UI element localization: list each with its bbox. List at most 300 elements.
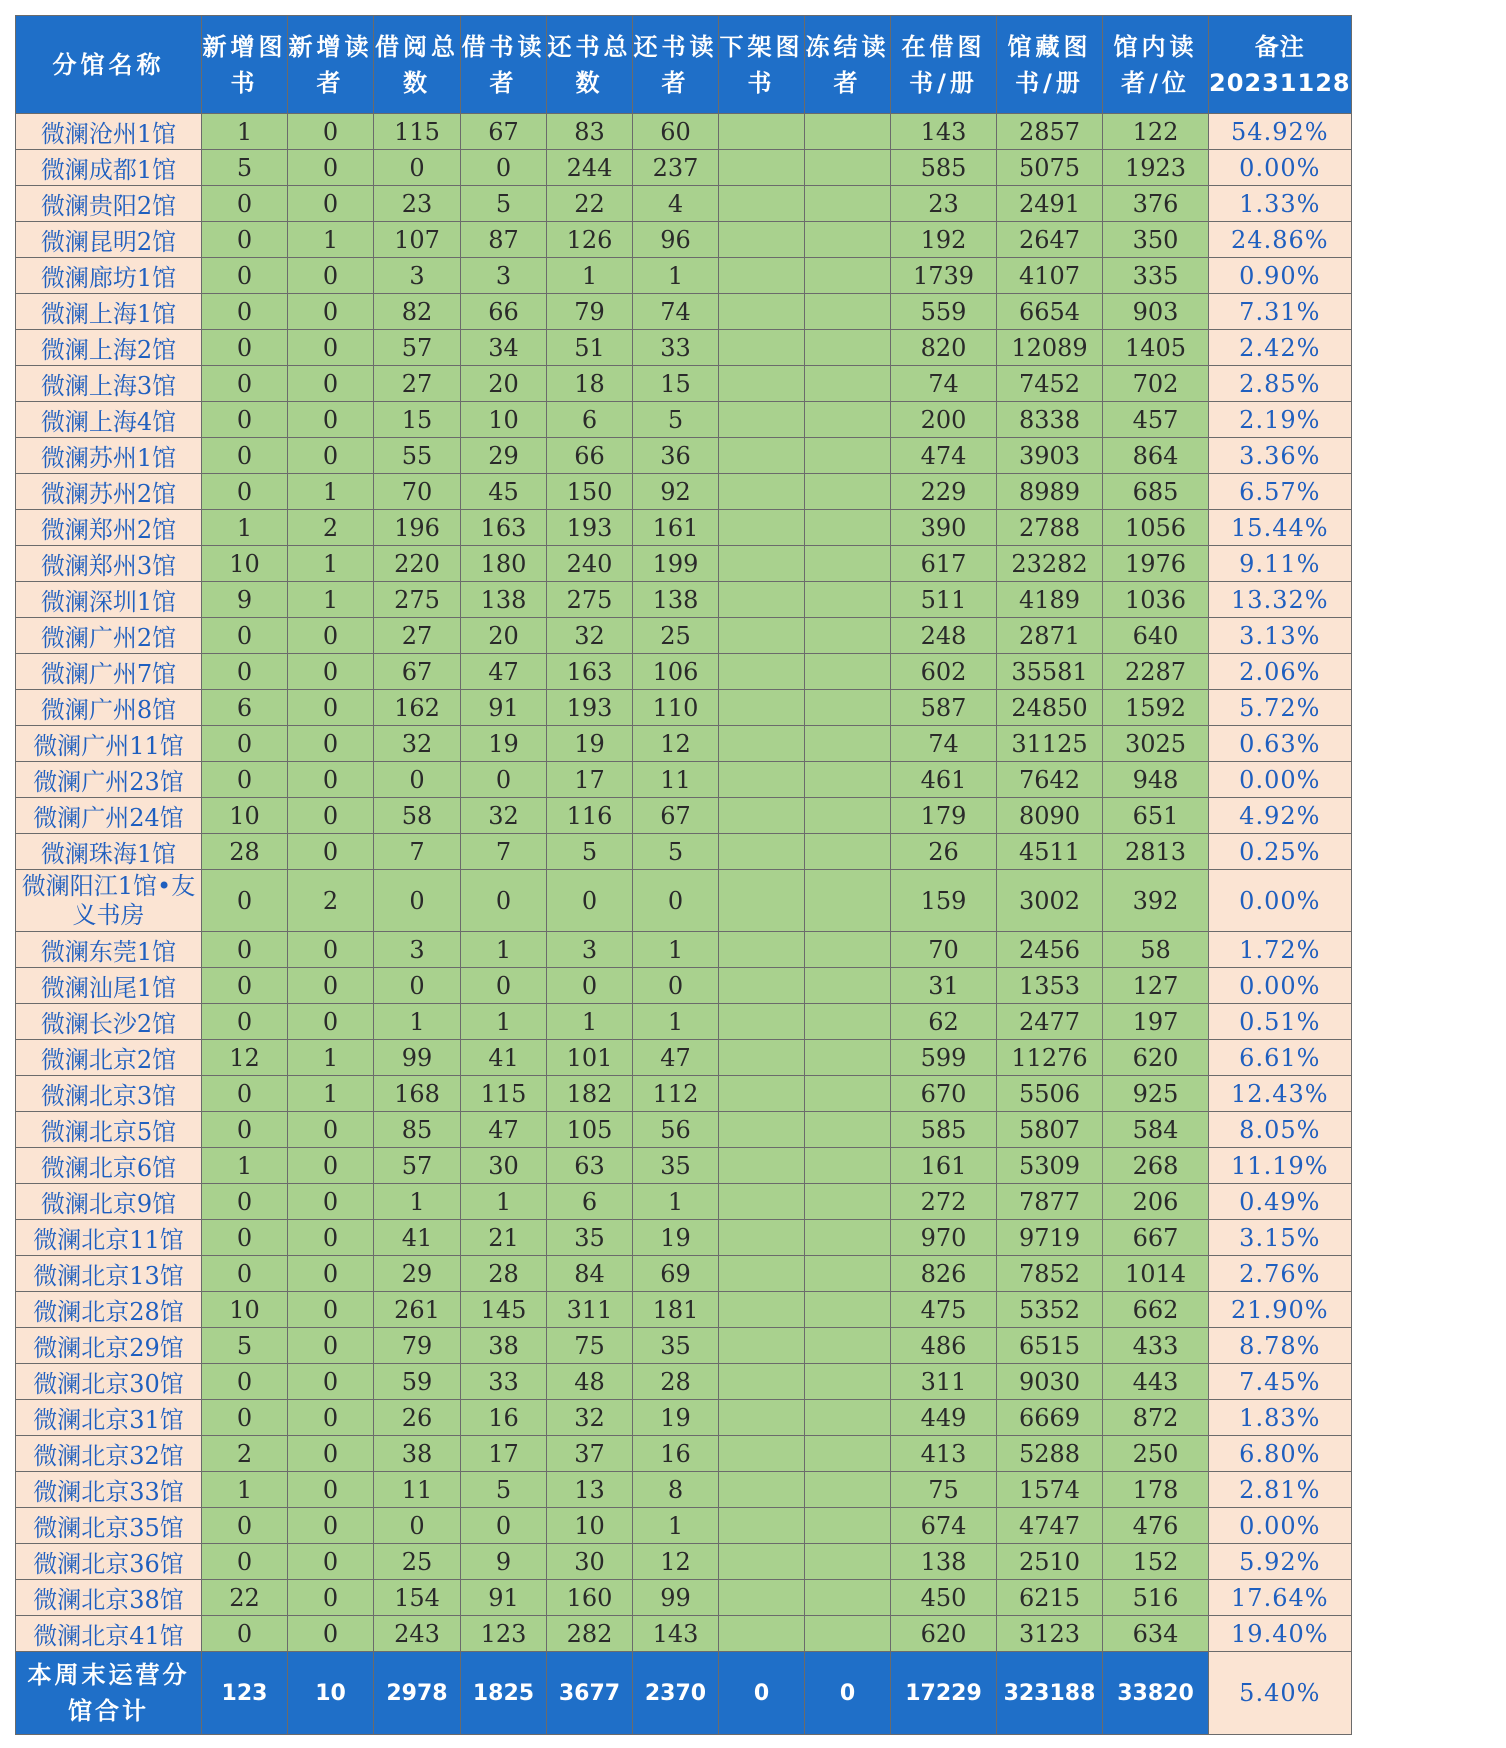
cell-frozen-readers: [805, 1076, 891, 1112]
cell-frozen-readers: [805, 654, 891, 690]
cell-removed-books: [719, 1400, 805, 1436]
cell-books-on-loan: 602: [891, 654, 997, 690]
cell-new-books: 10: [202, 546, 288, 582]
cell-remark: 6.80%: [1209, 1436, 1352, 1472]
cell-total-returns: 3: [547, 932, 633, 968]
cell-books-on-loan: 461: [891, 762, 997, 798]
cell-in-library-readers: 250: [1103, 1436, 1209, 1472]
cell-remark: 0.63%: [1209, 726, 1352, 762]
cell-returning-readers: 47: [633, 1040, 719, 1076]
cell-removed-books: [719, 1184, 805, 1220]
total-new-books: 123: [202, 1652, 288, 1735]
cell-in-library-readers: 872: [1103, 1400, 1209, 1436]
cell-books-on-loan: 62: [891, 1004, 997, 1040]
cell-total-borrows: 243: [374, 1616, 461, 1652]
cell-collection-size: 1574: [997, 1472, 1103, 1508]
table-row: [16, 1364, 1352, 1400]
cell-branch-name: 微澜广州7馆: [16, 654, 202, 690]
cell-returning-readers: 35: [633, 1328, 719, 1364]
cell-in-library-readers: 640: [1103, 618, 1209, 654]
cell-borrowing-readers: 30: [461, 1148, 547, 1184]
cell-in-library-readers: 350: [1103, 222, 1209, 258]
cell-books-on-loan: 23: [891, 186, 997, 222]
header-new-readers: 新增读者: [288, 16, 374, 114]
cell-removed-books: [719, 1040, 805, 1076]
cell-remark: 24.86%: [1209, 222, 1352, 258]
cell-new-readers: 1: [288, 474, 374, 510]
cell-total-borrows: 59: [374, 1364, 461, 1400]
table-row: [16, 402, 1352, 438]
cell-returning-readers: 11: [633, 762, 719, 798]
cell-new-readers: 0: [288, 1400, 374, 1436]
cell-frozen-readers: [805, 1472, 891, 1508]
cell-remark: 0.25%: [1209, 834, 1352, 870]
cell-new-readers: 0: [288, 1184, 374, 1220]
cell-collection-size: 8338: [997, 402, 1103, 438]
cell-frozen-readers: [805, 1004, 891, 1040]
cell-returning-readers: 110: [633, 690, 719, 726]
cell-total-returns: 84: [547, 1256, 633, 1292]
cell-frozen-readers: [805, 1508, 891, 1544]
cell-removed-books: [719, 114, 805, 150]
table-row: [16, 474, 1352, 510]
cell-frozen-readers: [805, 438, 891, 474]
cell-branch-name: 微澜沧州1馆: [16, 114, 202, 150]
cell-branch-name: 微澜广州24馆: [16, 798, 202, 834]
total-row: [16, 1652, 1352, 1735]
cell-new-books: 0: [202, 1544, 288, 1580]
cell-collection-size: 1353: [997, 968, 1103, 1004]
cell-branch-name: 微澜东莞1馆: [16, 932, 202, 968]
cell-total-borrows: 107: [374, 222, 461, 258]
cell-total-returns: 35: [547, 1220, 633, 1256]
cell-new-books: 0: [202, 654, 288, 690]
cell-removed-books: [719, 1328, 805, 1364]
cell-borrowing-readers: 17: [461, 1436, 547, 1472]
cell-borrowing-readers: 0: [461, 1508, 547, 1544]
header-branch-name: 分馆名称: [16, 16, 202, 114]
cell-removed-books: [719, 1004, 805, 1040]
cell-branch-name: 微澜苏州1馆: [16, 438, 202, 474]
cell-new-books: 0: [202, 222, 288, 258]
cell-borrowing-readers: 9: [461, 1544, 547, 1580]
cell-collection-size: 6654: [997, 294, 1103, 330]
cell-total-borrows: 23: [374, 186, 461, 222]
cell-books-on-loan: 449: [891, 1400, 997, 1436]
cell-new-readers: 0: [288, 762, 374, 798]
cell-new-readers: 0: [288, 1544, 374, 1580]
cell-borrowing-readers: 34: [461, 330, 547, 366]
cell-new-books: 0: [202, 870, 288, 932]
cell-total-returns: 0: [547, 870, 633, 932]
cell-total-borrows: 99: [374, 1040, 461, 1076]
cell-total-returns: 311: [547, 1292, 633, 1328]
cell-frozen-readers: [805, 546, 891, 582]
cell-removed-books: [719, 834, 805, 870]
cell-collection-size: 7452: [997, 366, 1103, 402]
cell-collection-size: 5075: [997, 150, 1103, 186]
header-total-returns: 还书总数: [547, 16, 633, 114]
cell-remark: 54.92%: [1209, 114, 1352, 150]
table-row: [16, 1508, 1352, 1544]
cell-new-readers: 1: [288, 222, 374, 258]
cell-frozen-readers: [805, 330, 891, 366]
cell-removed-books: [719, 330, 805, 366]
cell-frozen-readers: [805, 1580, 891, 1616]
cell-new-readers: 0: [288, 932, 374, 968]
cell-borrowing-readers: 91: [461, 1580, 547, 1616]
cell-frozen-readers: [805, 726, 891, 762]
cell-collection-size: 4107: [997, 258, 1103, 294]
cell-total-borrows: 220: [374, 546, 461, 582]
cell-borrowing-readers: 19: [461, 726, 547, 762]
cell-removed-books: [719, 1112, 805, 1148]
header-frozen-readers: 冻结读者: [805, 16, 891, 114]
cell-branch-name: 微澜广州23馆: [16, 762, 202, 798]
cell-returning-readers: 161: [633, 510, 719, 546]
cell-new-books: 2: [202, 1436, 288, 1472]
cell-frozen-readers: [805, 618, 891, 654]
cell-new-readers: 0: [288, 258, 374, 294]
cell-new-readers: 2: [288, 510, 374, 546]
cell-total-borrows: 25: [374, 1544, 461, 1580]
cell-in-library-readers: 620: [1103, 1040, 1209, 1076]
cell-borrowing-readers: 20: [461, 366, 547, 402]
cell-total-borrows: 1: [374, 1184, 461, 1220]
cell-remark: 6.61%: [1209, 1040, 1352, 1076]
cell-frozen-readers: [805, 932, 891, 968]
cell-removed-books: [719, 402, 805, 438]
cell-total-borrows: 41: [374, 1220, 461, 1256]
cell-in-library-readers: 376: [1103, 186, 1209, 222]
table-row: [16, 618, 1352, 654]
cell-borrowing-readers: 20: [461, 618, 547, 654]
cell-new-books: 9: [202, 582, 288, 618]
cell-branch-name: 微澜广州8馆: [16, 690, 202, 726]
cell-removed-books: [719, 932, 805, 968]
cell-returning-readers: 1: [633, 1508, 719, 1544]
cell-returning-readers: 199: [633, 546, 719, 582]
cell-remark: 0.51%: [1209, 1004, 1352, 1040]
cell-removed-books: [719, 186, 805, 222]
cell-borrowing-readers: 87: [461, 222, 547, 258]
cell-total-returns: 83: [547, 114, 633, 150]
table-row: [16, 546, 1352, 582]
cell-branch-name: 微澜北京13馆: [16, 1256, 202, 1292]
cell-returning-readers: 181: [633, 1292, 719, 1328]
table-row: [16, 1220, 1352, 1256]
cell-new-books: 0: [202, 1256, 288, 1292]
cell-new-readers: 1: [288, 582, 374, 618]
cell-branch-name: 微澜深圳1馆: [16, 582, 202, 618]
cell-collection-size: 2788: [997, 510, 1103, 546]
cell-remark: 8.78%: [1209, 1328, 1352, 1364]
cell-in-library-readers: 206: [1103, 1184, 1209, 1220]
cell-collection-size: 5506: [997, 1076, 1103, 1112]
cell-collection-size: 11276: [997, 1040, 1103, 1076]
cell-returning-readers: 237: [633, 150, 719, 186]
cell-books-on-loan: 143: [891, 114, 997, 150]
cell-total-borrows: 57: [374, 330, 461, 366]
cell-total-returns: 150: [547, 474, 633, 510]
cell-branch-name: 微澜成都1馆: [16, 150, 202, 186]
cell-borrowing-readers: 45: [461, 474, 547, 510]
cell-books-on-loan: 1739: [891, 258, 997, 294]
cell-collection-size: 2857: [997, 114, 1103, 150]
cell-new-readers: 0: [288, 330, 374, 366]
cell-remark: 2.81%: [1209, 1472, 1352, 1508]
cell-in-library-readers: 152: [1103, 1544, 1209, 1580]
cell-in-library-readers: 268: [1103, 1148, 1209, 1184]
cell-new-books: 5: [202, 1328, 288, 1364]
cell-new-readers: 0: [288, 402, 374, 438]
cell-borrowing-readers: 123: [461, 1616, 547, 1652]
cell-books-on-loan: 229: [891, 474, 997, 510]
table-row: [16, 834, 1352, 870]
cell-total-borrows: 115: [374, 114, 461, 150]
cell-new-readers: 0: [288, 1580, 374, 1616]
cell-new-readers: 0: [288, 1328, 374, 1364]
cell-collection-size: 6215: [997, 1580, 1103, 1616]
cell-total-returns: 116: [547, 798, 633, 834]
cell-collection-size: 12089: [997, 330, 1103, 366]
cell-total-borrows: 11: [374, 1472, 461, 1508]
cell-borrowing-readers: 33: [461, 1364, 547, 1400]
table-row: [16, 1184, 1352, 1220]
cell-removed-books: [719, 1436, 805, 1472]
cell-removed-books: [719, 1616, 805, 1652]
cell-in-library-readers: 58: [1103, 932, 1209, 968]
cell-returning-readers: 12: [633, 1544, 719, 1580]
cell-new-books: 0: [202, 762, 288, 798]
cell-new-readers: 0: [288, 1292, 374, 1328]
cell-total-returns: 160: [547, 1580, 633, 1616]
cell-in-library-readers: 1976: [1103, 546, 1209, 582]
cell-total-returns: 275: [547, 582, 633, 618]
cell-in-library-readers: 925: [1103, 1076, 1209, 1112]
cell-in-library-readers: 443: [1103, 1364, 1209, 1400]
cell-remark: 3.13%: [1209, 618, 1352, 654]
cell-frozen-readers: [805, 474, 891, 510]
cell-books-on-loan: 486: [891, 1328, 997, 1364]
cell-new-books: 0: [202, 1364, 288, 1400]
cell-branch-name: 微澜汕尾1馆: [16, 968, 202, 1004]
cell-total-borrows: 0: [374, 150, 461, 186]
cell-new-books: 10: [202, 798, 288, 834]
cell-total-returns: 10: [547, 1508, 633, 1544]
cell-remark: 13.32%: [1209, 582, 1352, 618]
cell-in-library-readers: 1405: [1103, 330, 1209, 366]
cell-borrowing-readers: 16: [461, 1400, 547, 1436]
table-row: [16, 330, 1352, 366]
cell-books-on-loan: 311: [891, 1364, 997, 1400]
cell-removed-books: [719, 1292, 805, 1328]
cell-new-books: 1: [202, 510, 288, 546]
cell-branch-name: 微澜北京35馆: [16, 1508, 202, 1544]
cell-collection-size: 8090: [997, 798, 1103, 834]
table-row: [16, 366, 1352, 402]
cell-new-readers: 0: [288, 114, 374, 150]
cell-remark: 0.49%: [1209, 1184, 1352, 1220]
cell-frozen-readers: [805, 114, 891, 150]
cell-in-library-readers: 864: [1103, 438, 1209, 474]
cell-total-returns: 19: [547, 726, 633, 762]
cell-branch-name: 微澜广州11馆: [16, 726, 202, 762]
cell-removed-books: [719, 1148, 805, 1184]
cell-in-library-readers: 197: [1103, 1004, 1209, 1040]
cell-total-returns: 17: [547, 762, 633, 798]
cell-new-books: 0: [202, 618, 288, 654]
cell-borrowing-readers: 3: [461, 258, 547, 294]
cell-books-on-loan: 159: [891, 870, 997, 932]
cell-removed-books: [719, 366, 805, 402]
cell-total-borrows: 261: [374, 1292, 461, 1328]
cell-returning-readers: 5: [633, 834, 719, 870]
header-in-library-readers: 馆内读者/位: [1103, 16, 1209, 114]
cell-frozen-readers: [805, 402, 891, 438]
cell-frozen-readers: [805, 690, 891, 726]
cell-total-borrows: 275: [374, 582, 461, 618]
cell-branch-name: 微澜北京31馆: [16, 1400, 202, 1436]
cell-branch-name: 微澜北京33馆: [16, 1472, 202, 1508]
cell-collection-size: 2477: [997, 1004, 1103, 1040]
cell-removed-books: [719, 150, 805, 186]
cell-removed-books: [719, 1580, 805, 1616]
cell-books-on-loan: 138: [891, 1544, 997, 1580]
cell-total-returns: 1: [547, 258, 633, 294]
cell-frozen-readers: [805, 1148, 891, 1184]
total-returning-readers: 2370: [633, 1652, 719, 1735]
cell-total-borrows: 0: [374, 968, 461, 1004]
cell-in-library-readers: 651: [1103, 798, 1209, 834]
cell-branch-name: 微澜北京9馆: [16, 1184, 202, 1220]
cell-returning-readers: 19: [633, 1400, 719, 1436]
cell-total-borrows: 79: [374, 1328, 461, 1364]
cell-books-on-loan: 179: [891, 798, 997, 834]
cell-books-on-loan: 474: [891, 438, 997, 474]
cell-new-readers: 0: [288, 186, 374, 222]
cell-removed-books: [719, 1472, 805, 1508]
header-borrowing-readers: 借书读者: [461, 16, 547, 114]
cell-new-readers: 0: [288, 690, 374, 726]
table-row: [16, 1580, 1352, 1616]
cell-branch-name: 微澜北京30馆: [16, 1364, 202, 1400]
cell-total-returns: 79: [547, 294, 633, 330]
cell-removed-books: [719, 582, 805, 618]
cell-frozen-readers: [805, 222, 891, 258]
cell-in-library-readers: 1036: [1103, 582, 1209, 618]
cell-total-borrows: 85: [374, 1112, 461, 1148]
cell-total-borrows: 196: [374, 510, 461, 546]
cell-new-readers: 0: [288, 654, 374, 690]
cell-branch-name: 微澜上海1馆: [16, 294, 202, 330]
cell-returning-readers: 96: [633, 222, 719, 258]
cell-total-borrows: 26: [374, 1400, 461, 1436]
cell-total-borrows: 154: [374, 1580, 461, 1616]
cell-returning-readers: 28: [633, 1364, 719, 1400]
cell-removed-books: [719, 1508, 805, 1544]
cell-branch-name: 微澜郑州2馆: [16, 510, 202, 546]
cell-collection-size: 3123: [997, 1616, 1103, 1652]
total-collection-size: 323188: [997, 1652, 1103, 1735]
cell-total-borrows: 57: [374, 1148, 461, 1184]
cell-in-library-readers: 392: [1103, 870, 1209, 932]
cell-remark: 1.33%: [1209, 186, 1352, 222]
cell-in-library-readers: 476: [1103, 1508, 1209, 1544]
cell-new-readers: 0: [288, 1364, 374, 1400]
cell-removed-books: [719, 474, 805, 510]
cell-new-readers: 0: [288, 1508, 374, 1544]
cell-remark: 6.57%: [1209, 474, 1352, 510]
cell-removed-books: [719, 798, 805, 834]
cell-books-on-loan: 670: [891, 1076, 997, 1112]
cell-collection-size: 5309: [997, 1148, 1103, 1184]
cell-new-books: 10: [202, 1292, 288, 1328]
cell-books-on-loan: 74: [891, 726, 997, 762]
cell-new-books: 0: [202, 186, 288, 222]
cell-in-library-readers: 702: [1103, 366, 1209, 402]
cell-branch-name: 微澜郑州3馆: [16, 546, 202, 582]
cell-frozen-readers: [805, 870, 891, 932]
table-row: [16, 870, 1352, 932]
cell-new-books: 1: [202, 1472, 288, 1508]
cell-returning-readers: 15: [633, 366, 719, 402]
cell-total-returns: 51: [547, 330, 633, 366]
cell-branch-name: 微澜北京36馆: [16, 1544, 202, 1580]
cell-in-library-readers: 3025: [1103, 726, 1209, 762]
cell-collection-size: 5288: [997, 1436, 1103, 1472]
cell-books-on-loan: 161: [891, 1148, 997, 1184]
cell-remark: 2.19%: [1209, 402, 1352, 438]
cell-remark: 8.05%: [1209, 1112, 1352, 1148]
cell-new-readers: 0: [288, 294, 374, 330]
table-row: [16, 762, 1352, 798]
cell-removed-books: [719, 258, 805, 294]
table-row: [16, 114, 1352, 150]
table-row: [16, 150, 1352, 186]
cell-frozen-readers: [805, 968, 891, 1004]
cell-frozen-readers: [805, 186, 891, 222]
cell-branch-name: 微澜北京5馆: [16, 1112, 202, 1148]
cell-returning-readers: 16: [633, 1436, 719, 1472]
cell-total-returns: 182: [547, 1076, 633, 1112]
total-in-library-readers: 33820: [1103, 1652, 1209, 1735]
cell-remark: 5.72%: [1209, 690, 1352, 726]
cell-total-returns: 126: [547, 222, 633, 258]
total-new-readers: 10: [288, 1652, 374, 1735]
cell-books-on-loan: 475: [891, 1292, 997, 1328]
cell-returning-readers: 12: [633, 726, 719, 762]
cell-books-on-loan: 390: [891, 510, 997, 546]
total-borrowing-readers: 1825: [461, 1652, 547, 1735]
cell-collection-size: 7642: [997, 762, 1103, 798]
cell-removed-books: [719, 726, 805, 762]
cell-books-on-loan: 585: [891, 150, 997, 186]
cell-books-on-loan: 31: [891, 968, 997, 1004]
cell-books-on-loan: 26: [891, 834, 997, 870]
cell-total-borrows: 168: [374, 1076, 461, 1112]
cell-total-returns: 101: [547, 1040, 633, 1076]
cell-total-borrows: 15: [374, 402, 461, 438]
cell-in-library-readers: 516: [1103, 1580, 1209, 1616]
cell-collection-size: 6515: [997, 1328, 1103, 1364]
table-row: [16, 1544, 1352, 1580]
cell-new-readers: 0: [288, 1436, 374, 1472]
cell-books-on-loan: 617: [891, 546, 997, 582]
table-row: [16, 1112, 1352, 1148]
cell-remark: 0.00%: [1209, 762, 1352, 798]
cell-books-on-loan: 820: [891, 330, 997, 366]
